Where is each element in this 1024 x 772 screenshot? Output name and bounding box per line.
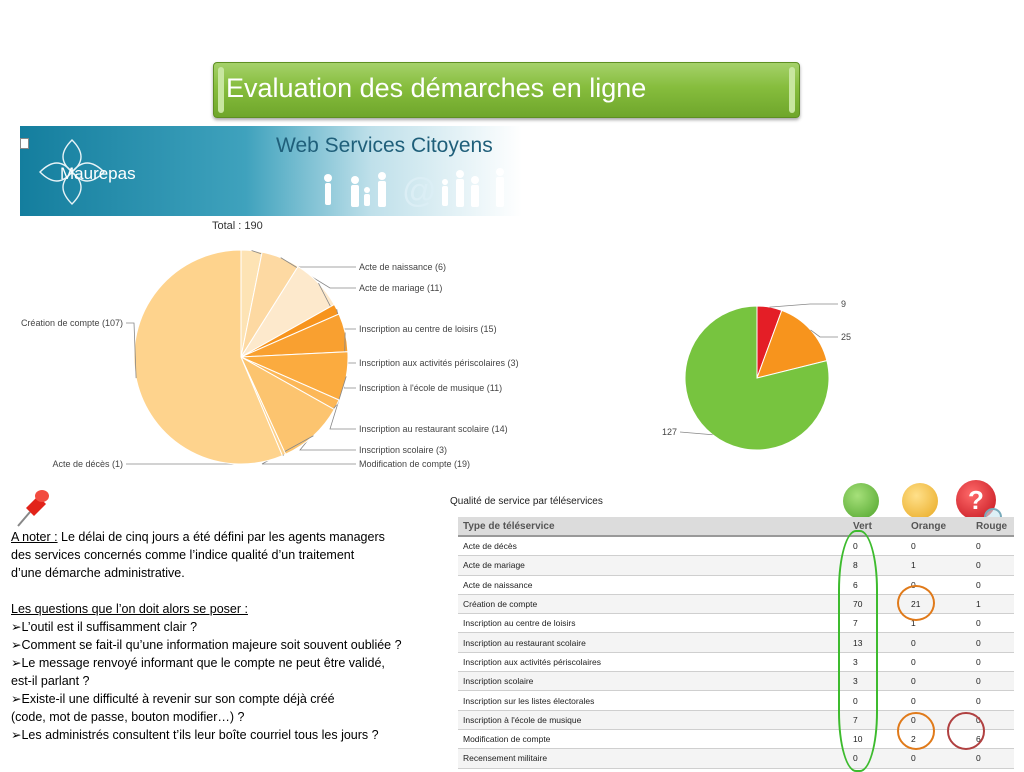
pie-chart-demarches (0, 230, 540, 480)
cell-rouge: 0 (971, 672, 1014, 691)
cell-vert: 8 (848, 556, 906, 575)
orange-circle-highlight (897, 585, 935, 621)
spacer (11, 582, 451, 600)
pie-leader-line (770, 304, 838, 307)
question-3: ➢Le message renvoyé informant que le compte ne peut être validé, (11, 656, 385, 670)
table-row (458, 614, 1014, 633)
table-row (458, 652, 1014, 671)
cell-rouge: 0 (971, 536, 1014, 556)
header-orange: Orange (906, 517, 971, 536)
questions-title: Les questions que l’on doit alors se poser : (11, 602, 248, 616)
pie-slice-label: Création de compte (107) (20, 318, 123, 328)
cell-vert: 3 (848, 652, 906, 671)
cell-type: Inscription aux activités périscolaires (458, 652, 848, 671)
pie-slice-label: Acte de mariage (11) (359, 283, 443, 293)
cell-vert: 10 (848, 729, 906, 748)
header-rouge: Rouge (971, 517, 1014, 536)
cell-orange: 1 (906, 556, 971, 575)
red-circle-highlight (947, 712, 985, 750)
cell-orange: 0 (906, 710, 971, 729)
cell-type: Recensement militaire (458, 749, 848, 768)
cell-type: Acte de décès (458, 536, 848, 556)
cell-orange: 2 (906, 729, 971, 748)
cell-rouge: 0 (971, 749, 1014, 768)
cell-type: Inscription scolaire (458, 672, 848, 691)
question-2: ➢Comment se fait-il qu’une information majeure soit souvent oubliée ? (11, 638, 402, 652)
pie-slice-label: 127 (661, 427, 677, 437)
cell-rouge: 0 (971, 633, 1014, 652)
table-row (458, 536, 1014, 556)
orange-neutral-smiley-icon (902, 483, 938, 519)
question-5: ➢Les administrés consultent t’ils leur boîte courriel tous les jours ? (11, 728, 379, 742)
table-row (458, 672, 1014, 691)
cell-type: Inscription à l'école de musique (458, 710, 848, 729)
pie-slice-label: Acte de décès (1) (52, 459, 123, 469)
cell-rouge: 0 (971, 710, 1014, 729)
banner-title: Web Services Citoyens (276, 134, 493, 157)
cell-vert: 0 (848, 691, 906, 710)
table-row (458, 633, 1014, 652)
pie-chart-quality (640, 290, 880, 460)
note-text: Le délai de cinq jours a été défini par les agents managers (57, 530, 385, 544)
pie-slice-label: Inscription scolaire (3) (359, 445, 448, 455)
cell-vert: 70 (848, 594, 906, 613)
bullet-arrow-icon: ➢ (11, 728, 22, 742)
cell-type: Inscription au centre de loisirs (458, 614, 848, 633)
pie-total-label: Total : 190 (212, 220, 263, 232)
red-question-icon: ? (956, 480, 996, 520)
question-4-cont: (code, mot de passe, bouton modifier…) ? (11, 710, 245, 724)
cell-rouge: 0 (971, 614, 1014, 633)
notes-block (11, 528, 451, 744)
green-smiley-icon (843, 483, 879, 519)
table-caption: Qualité de service par téléservices (450, 496, 603, 507)
cell-type: Acte de mariage (458, 556, 848, 575)
cell-orange: 0 (906, 652, 971, 671)
cell-rouge: 0 (971, 652, 1014, 671)
cell-vert: 6 (848, 575, 906, 594)
pie-slice-label: 9 (841, 299, 847, 309)
cell-rouge: 0 (971, 691, 1014, 710)
bullet-arrow-icon: ➢ (11, 656, 22, 670)
cell-orange: 0 (906, 691, 971, 710)
pie-slice-label: Inscription au centre de loisirs (15) (359, 324, 497, 334)
cell-type: Acte de naissance (458, 575, 848, 594)
cell-rouge: 0 (971, 575, 1014, 594)
cell-type: Modification de compte (458, 729, 848, 748)
table-row (458, 691, 1014, 710)
cell-type: Création de compte (458, 594, 848, 613)
bullet-arrow-icon: ➢ (11, 620, 22, 634)
pie-slice-label: Modification de compte (19) (359, 459, 471, 469)
citizens-figures-icon (320, 166, 520, 214)
cell-type: Inscription au restaurant scolaire (458, 633, 848, 652)
pie-slice-label: Inscription au restaurant scolaire (14) (359, 424, 508, 434)
note-line-2: des services concernés comme l’indice qualité d’un traitement (11, 548, 355, 562)
banner (20, 126, 522, 216)
svg-text:@: @ (402, 172, 437, 210)
cell-vert: 3 (848, 672, 906, 691)
cell-orange: 0 (906, 749, 971, 768)
header-type: Type de téléservice (458, 517, 848, 536)
question-1: ➢L’outil est il suffisamment clair ? (11, 620, 198, 634)
pie-leader-line (680, 432, 713, 435)
cell-type: Inscription sur les listes électorales (458, 691, 848, 710)
table-row (458, 749, 1014, 768)
orange-circle-highlight-2 (897, 712, 935, 750)
pushpin-icon (12, 486, 54, 530)
cell-vert: 0 (848, 749, 906, 768)
title-bar (213, 62, 800, 118)
cell-rouge: 1 (971, 594, 1014, 613)
cell-vert: 7 (848, 614, 906, 633)
question-4: ➢Existe-il une difficulté à revenir sur son compte déjà créé (11, 692, 335, 706)
green-column-highlight (838, 530, 878, 772)
note-line-3: d’une démarche administrative. (11, 566, 185, 580)
page-title: Evaluation des démarches en ligne (226, 73, 647, 103)
pie-slice-label: Acte de naissance (6) (359, 262, 447, 272)
cell-vert: 13 (848, 633, 906, 652)
table-header-row (458, 517, 1014, 536)
cell-rouge: 0 (971, 556, 1014, 575)
table-row (458, 556, 1014, 575)
cell-orange: 21 (906, 594, 971, 613)
pie-slice-label: Inscription à l'école de musique (11) (359, 383, 503, 393)
cell-orange: 0 (906, 575, 971, 594)
note-label: A noter : (11, 530, 58, 544)
note-line (11, 528, 451, 546)
pie-slice-label: Inscription aux activités périscolaires (3) (359, 358, 519, 368)
header-vert: Vert (848, 517, 906, 536)
banner-logo-text: Maurepas (60, 164, 136, 183)
cell-vert: 0 (848, 536, 906, 556)
bullet-arrow-icon: ➢ (11, 692, 22, 706)
question-3-cont: est-il parlant ? (11, 674, 90, 688)
cell-vert: 7 (848, 710, 906, 729)
pie-slice-label: 25 (841, 332, 852, 342)
cell-orange: 0 (906, 633, 971, 652)
cell-orange: 0 (906, 672, 971, 691)
bullet-arrow-icon: ➢ (11, 638, 22, 652)
cell-orange: 0 (906, 536, 971, 556)
banner-checkbox-icon (20, 138, 29, 149)
cell-rouge: 6 (971, 729, 1014, 748)
cell-orange: 1 (906, 614, 971, 633)
